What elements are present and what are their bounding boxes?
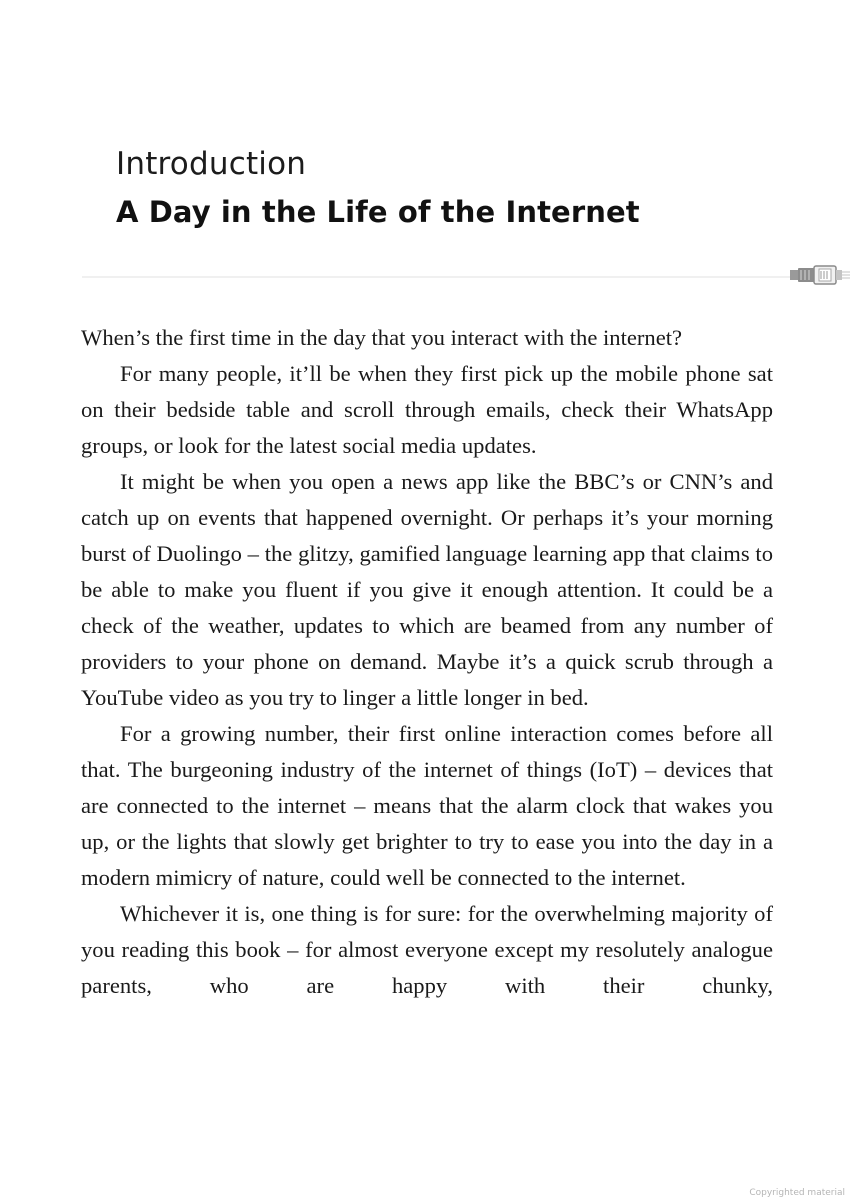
paragraph: For a growing number, their first online interaction comes before all that. The burgeoning industry of the internet of things (IoT) – devices that are connected to the internet – means that the alarm clock that wakes you up, or the lights that slowly get brighter to try to ease you into the day in a modern mimicry of nature, could well be connected to the internet.	[81, 721, 773, 890]
chapter-label: Introduction	[116, 146, 307, 182]
copyright-notice: Copyrighted material	[749, 1188, 845, 1198]
paragraph: It might be when you open a news app like the BBC’s or CNN’s and catch up on events that happened overnight. Or perhaps it’s your morning burst of Duolingo – the glitzy, gamified language learning app that claims to be able to make you fluent if you give it enough attention. It could be a check of the weather, updates to which are beamed from any number of providers to your phone on demand. Maybe it’s a quick scrub through a YouTube video as you try to linger a little longer in bed.	[81, 469, 773, 710]
ethernet-cable-divider-icon	[82, 262, 853, 288]
chapter-title: A Day in the Life of the Internet	[116, 195, 640, 229]
paragraph: When’s the first time in the day that you interact with the internet?	[81, 325, 683, 350]
body-text	[81, 320, 773, 1004]
chapter-header	[116, 142, 640, 238]
paragraph: For many people, it’ll be when they first pick up the mobile phone sat on their bedside table and scroll through emails, check their WhatsApp groups, or look for the latest social media updates.	[81, 361, 773, 458]
paragraph: Whichever it is, one thing is for sure: for the overwhelming majority of you reading this book – for almost everyone except my resolutely analogue parents, who are happy with their chunky,	[81, 901, 773, 998]
